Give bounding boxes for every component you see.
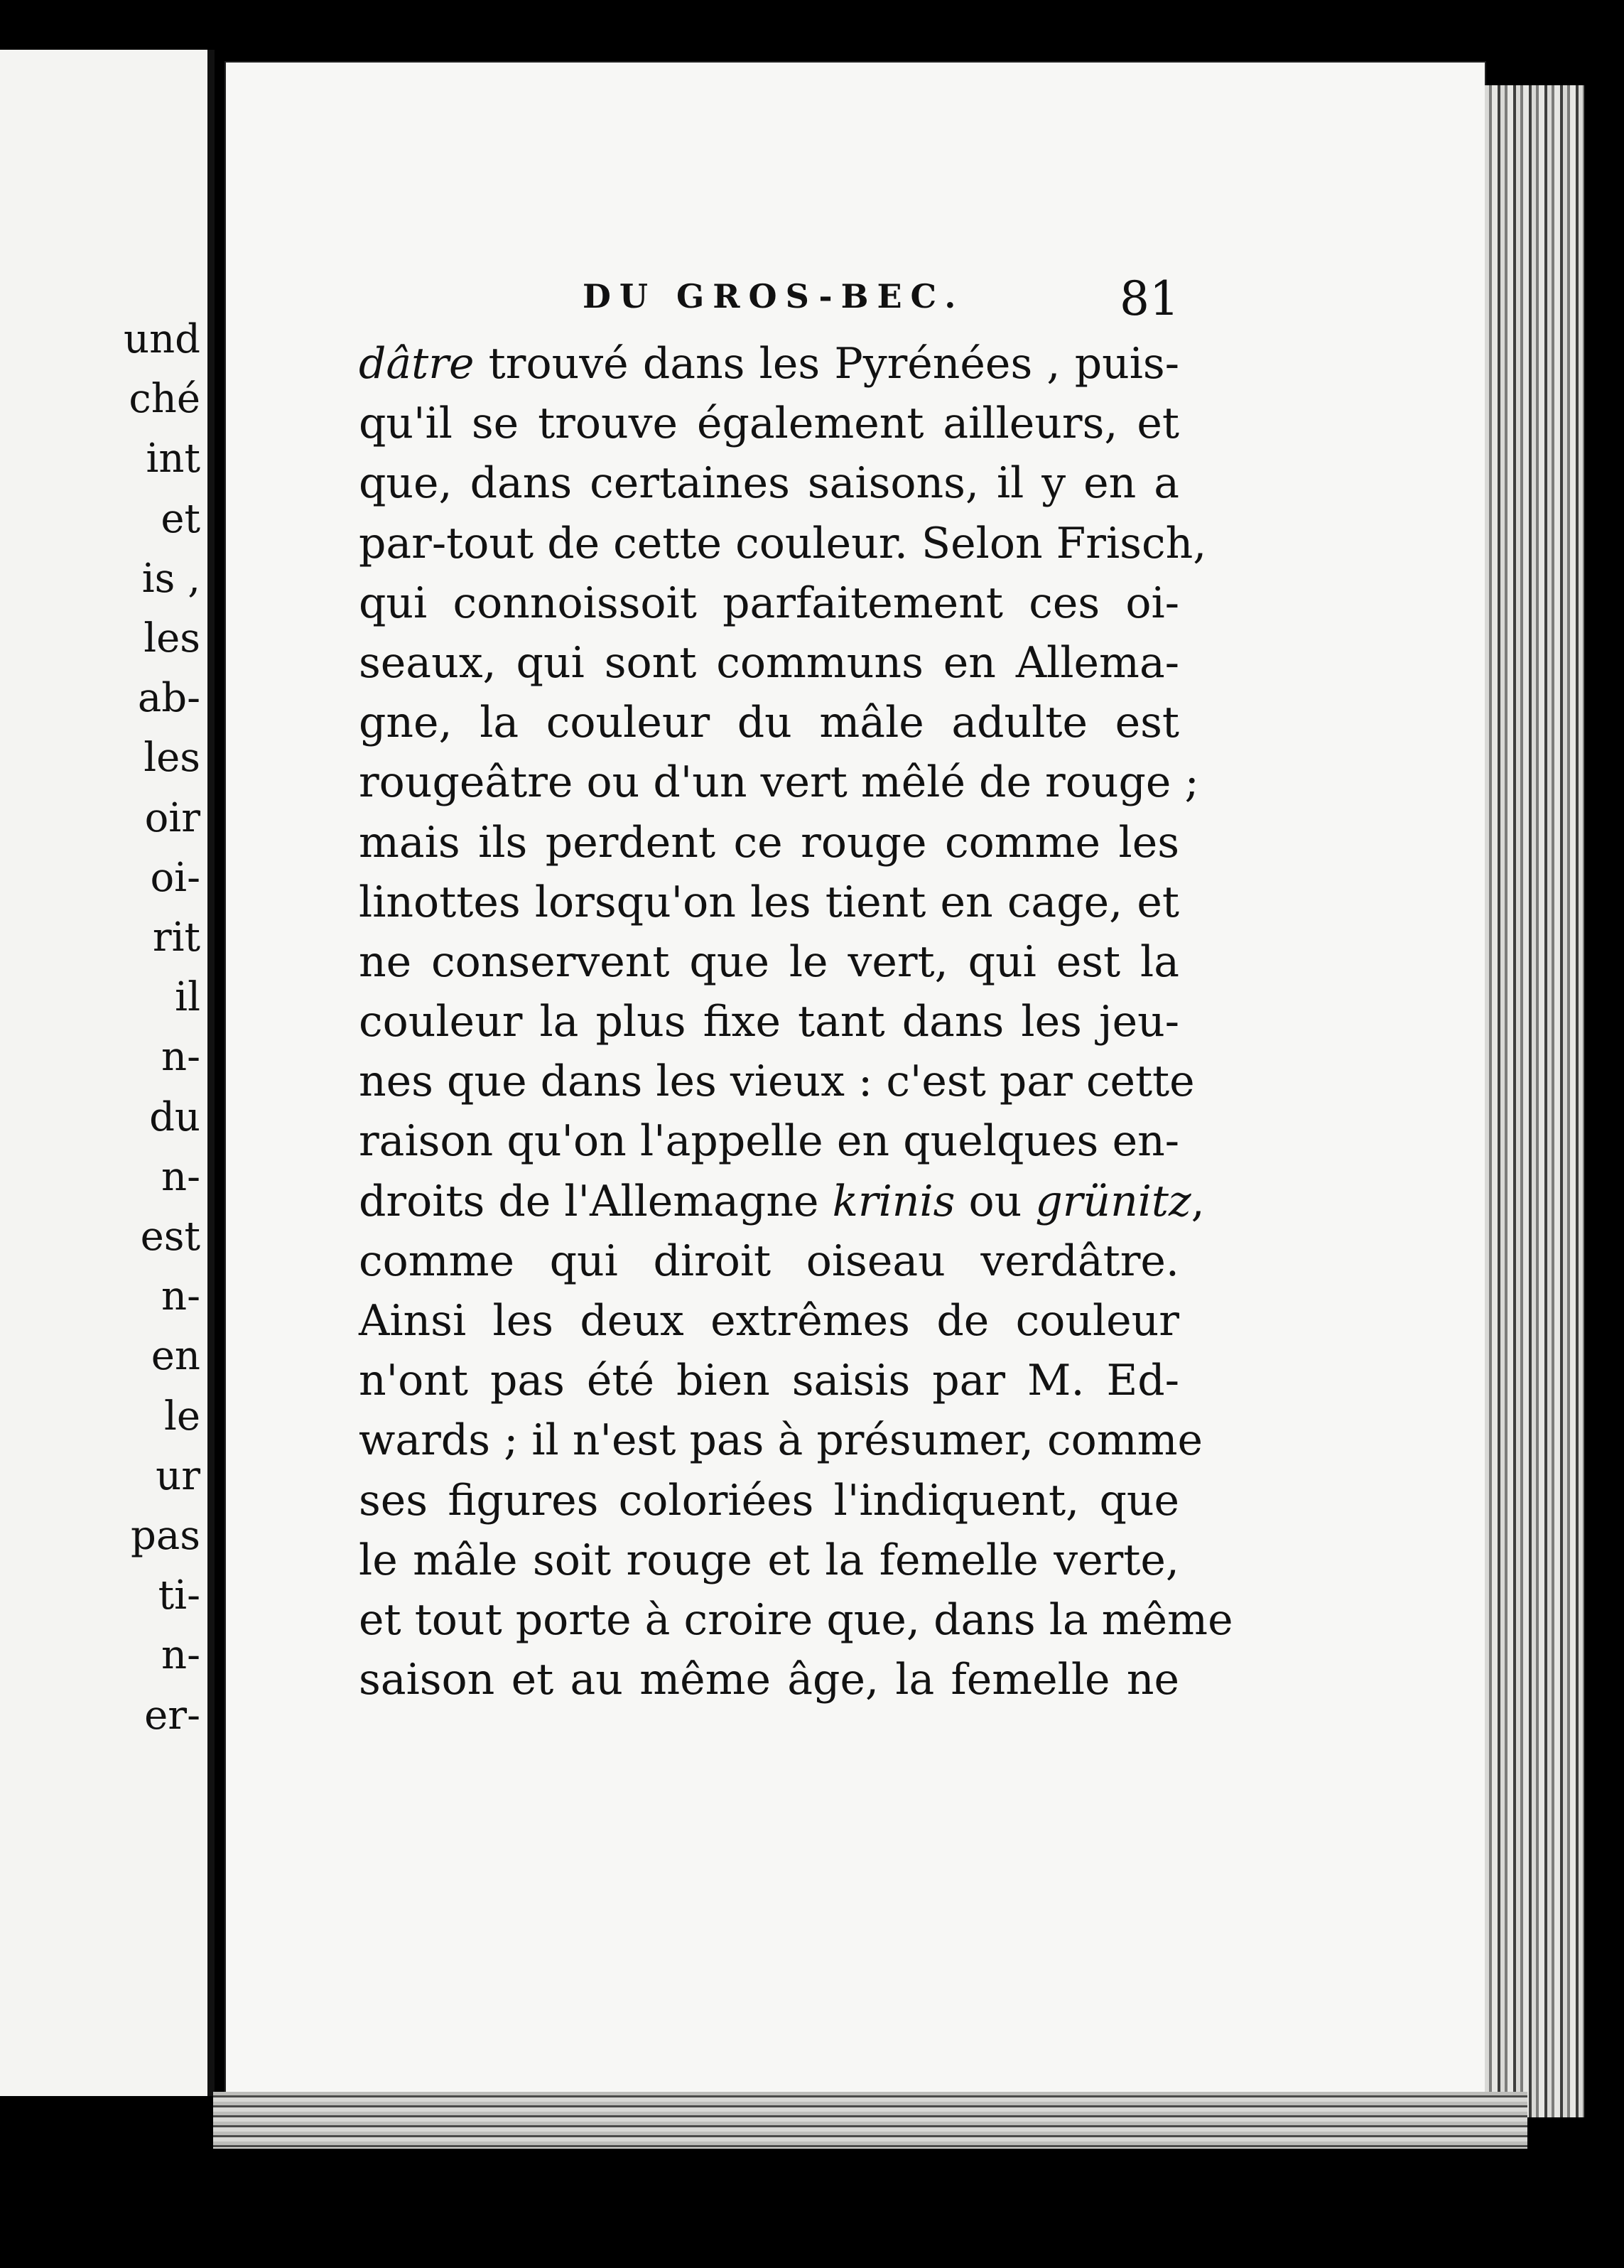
text-line: rougeâtre ou d'un vert mêlé de rouge ; xyxy=(359,757,1199,808)
text-line: par-tout de cette couleur. Selon Frisch, xyxy=(359,518,1207,568)
text-line: gne, la couleur du mâle adulte est xyxy=(359,698,1179,748)
facing-page-fragment: il xyxy=(175,974,200,1021)
italic-word: dâtre xyxy=(359,339,475,389)
italic-word: grünitz xyxy=(1035,1176,1191,1226)
text-line: qu'il se trouve également ailleurs, et xyxy=(359,399,1179,449)
facing-page-fragment: n- xyxy=(161,1273,200,1320)
facing-page-fragment: est xyxy=(140,1214,200,1260)
text-line: seaux, qui sont communs en Allema- xyxy=(359,637,1179,688)
facing-page-fragment: er- xyxy=(144,1692,200,1739)
page-number: 81 xyxy=(1120,271,1179,326)
text-line: mais ils perdent ce rouge comme les xyxy=(359,817,1179,868)
facing-page-fragment: en xyxy=(151,1333,200,1380)
text-span: ou xyxy=(955,1176,1036,1226)
text-line: nes que dans les vieux : c'est par cette xyxy=(359,1057,1195,1107)
text-line: linottes lorsqu'on les tient en cage, et xyxy=(359,877,1179,927)
italic-word: krinis xyxy=(832,1176,956,1226)
facing-page-fragment: ché xyxy=(129,376,200,423)
facing-page-fragment: ab- xyxy=(137,675,200,722)
facing-page xyxy=(0,50,215,2096)
text-line: couleur la plus fixe tant dans les jeu- xyxy=(359,997,1179,1047)
facing-page-fragment: ur xyxy=(156,1452,200,1499)
page-edges xyxy=(1485,85,1584,2117)
facing-page-fragment: is , xyxy=(141,555,200,602)
text-line: saison et au même âge, la femelle ne xyxy=(359,1655,1179,1705)
running-title: DU GROS-BEC. xyxy=(583,277,965,315)
text-line: n'ont pas été bien saisis par M. Ed- xyxy=(359,1356,1179,1406)
facing-page-fragment: le xyxy=(163,1393,200,1440)
facing-page-fragment: les xyxy=(144,615,200,662)
text-span: , xyxy=(1191,1176,1205,1226)
facing-page-fragment: oir xyxy=(144,794,200,841)
facing-page-fragment: ti- xyxy=(158,1572,200,1619)
facing-page-fragment: int xyxy=(146,436,200,482)
text-line: raison qu'on l'appelle en quelques en- xyxy=(359,1116,1179,1167)
text-span: droits de l'Allemagne xyxy=(359,1176,833,1226)
text-line xyxy=(359,334,1179,394)
text-line: ne conservent que le vert, qui est la xyxy=(359,936,1179,987)
facing-page-fragment: et xyxy=(161,495,200,542)
text-line: Ainsi les deux extrêmes de couleur xyxy=(359,1296,1179,1346)
page-bottom-edges xyxy=(213,2092,1527,2149)
text-line: le mâle soit rouge et la femelle verte, xyxy=(359,1535,1179,1585)
text-line xyxy=(359,1172,1205,1231)
facing-page-fragment: rit xyxy=(152,914,200,961)
text-line: wards ; il n'est pas à présumer, comme xyxy=(359,1415,1203,1466)
text-line: et tout porte à croire que, dans la même xyxy=(359,1594,1233,1645)
facing-page-fragment: und xyxy=(124,316,200,362)
facing-page-fragment: n- xyxy=(161,1153,200,1200)
facing-page-fragment: les xyxy=(144,735,200,782)
facing-page-fragment: oi- xyxy=(150,854,200,901)
text-line: comme qui diroit oiseau verdâtre. xyxy=(359,1236,1179,1286)
facing-page-fragment: du xyxy=(149,1094,200,1140)
facing-page-fragment: n- xyxy=(161,1632,200,1679)
text-line: qui connoissoit parfaitement ces oi- xyxy=(359,578,1179,628)
facing-page-fragment: pas xyxy=(131,1513,200,1559)
text-span: trouvé dans les Pyrénées , puis- xyxy=(474,339,1179,389)
text-line: que, dans certaines saisons, il y en a xyxy=(359,458,1179,509)
page-header xyxy=(355,271,1179,328)
text-line: ses figures coloriées l'indiquent, que xyxy=(359,1475,1179,1526)
facing-page-fragment: n- xyxy=(161,1034,200,1081)
body-text xyxy=(359,334,1233,1710)
